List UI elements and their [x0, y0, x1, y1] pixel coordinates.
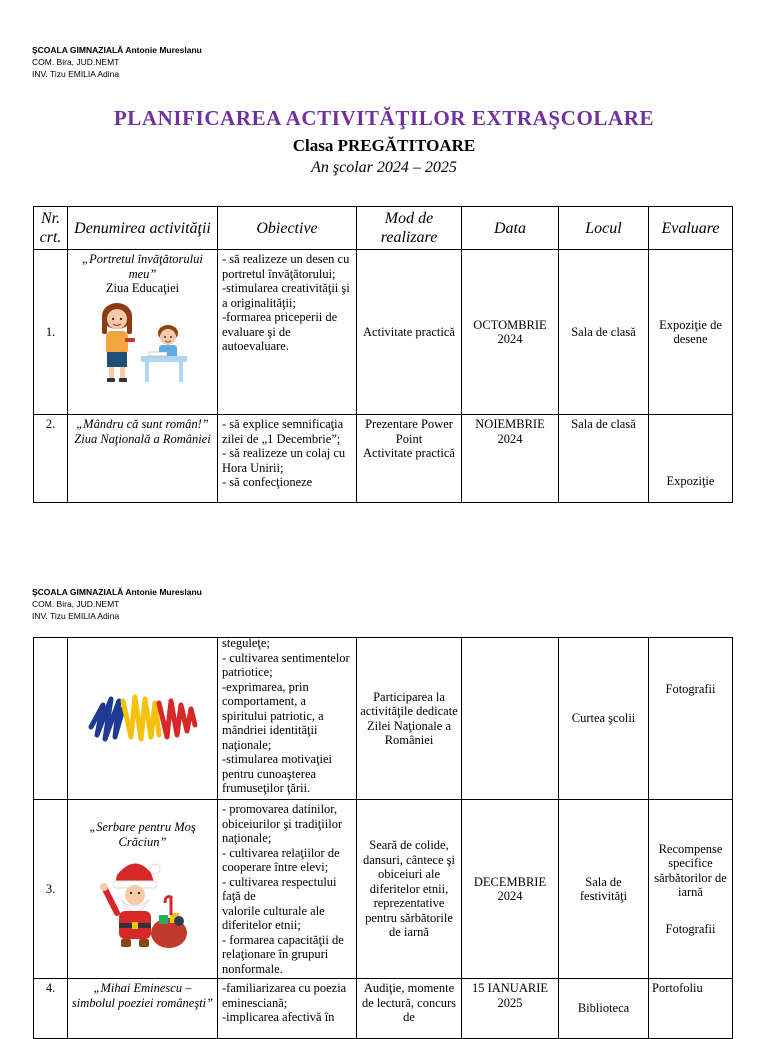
evaluation-cell: [649, 800, 733, 979]
place-cell: Sala de clasă: [559, 415, 649, 503]
school-year: An şcolar 2024 – 2025: [311, 159, 457, 176]
school-header-page2: [32, 586, 202, 622]
commune-name: COM. Bira, JUD.NEMT: [32, 599, 120, 609]
table-row: [34, 979, 733, 1039]
evaluation-cell: Portofoliu: [649, 979, 733, 1039]
row-number: 2.: [34, 415, 68, 503]
school-name: ŞCOALA GIMNAZIALĂ Antonie Mureslanu: [32, 45, 202, 55]
objective-item: - promovarea datinilor, obiceiurilor şi tradiţiilor naţionale;: [222, 802, 343, 845]
objective-item: - să explice semnificaţia zilei de „1 Decembrie”;: [222, 417, 344, 446]
objective-item: valorile culturale ale diferitelor etnii;: [222, 903, 325, 932]
objective-item: - să realizeze un colaj cu Hora Unirii;: [222, 446, 346, 475]
objective-item: - cultivarea respectului faţă de: [222, 874, 337, 903]
objective-item: -stimularea creativităţii şi a originalităţii;: [222, 281, 350, 310]
mode-cell: Participarea la activităţile dedicate Zilei Naţionale a României: [357, 638, 462, 800]
objectives-cell: [218, 800, 357, 979]
header-mode: Mod de realizare: [357, 207, 462, 250]
school-header: [32, 44, 202, 80]
activity-subtitle: Ziua Naţională a României: [74, 431, 211, 446]
mode-cell: Activitate practică: [357, 250, 462, 415]
teacher-name: INV. Tizu EMILIA Adina: [32, 611, 120, 621]
place-cell: Sala de festivităţi: [559, 800, 649, 979]
objective-item: -familiarizarea cu poezia eminesciană;: [222, 981, 347, 1010]
place-cell: Curtea şcolii: [559, 638, 649, 800]
school-name: ŞCOALA GIMNAZIALĂ Antonie Mureslanu: [32, 587, 202, 597]
objective-item: -implicarea afectivă în: [222, 1010, 335, 1024]
activities-table: [33, 206, 733, 503]
header-nr: Nr. crt.: [34, 207, 68, 250]
activities-table-continued: [33, 637, 733, 1039]
activity-title: „Mândru că sunt român!”: [76, 417, 209, 431]
activity-name-cell: [68, 250, 218, 415]
class-line: Clasa PREGĂTITOARE: [292, 136, 476, 155]
objective-item: - să confecţioneze: [222, 475, 313, 489]
table-row: [34, 250, 733, 415]
table-row: [34, 415, 733, 503]
objectives-cell: [218, 638, 357, 800]
objective-item: -formarea priceperii de evaluare şi de autoevaluare.: [222, 310, 338, 353]
activity-name-cell: [68, 800, 218, 979]
activity-name-cell: [68, 638, 218, 800]
activity-name-cell: [68, 415, 218, 503]
mode-cell: Audiţie, momente de lectură, concurs de: [357, 979, 462, 1039]
objectives-cell: [218, 250, 357, 415]
row-number: 3.: [34, 800, 68, 979]
activity-title: „Serbare pentru Moş Crăciun”: [89, 820, 196, 849]
date-cell: DECEMBRIE 2024: [462, 800, 559, 979]
objectives-cell: [218, 415, 357, 503]
table-row: [34, 800, 733, 979]
mode-line: Activitate practică: [363, 446, 455, 460]
date-cell: NOIEMBRIE 2024: [462, 415, 559, 503]
header-name: Denumirea activităţii: [68, 207, 218, 250]
date-cell: [462, 638, 559, 800]
teacher-name: INV. Tizu EMILIA Adina: [32, 69, 120, 79]
santa-claus-illustration: [95, 855, 191, 951]
evaluation-cell: Expoziţie de desene: [649, 250, 733, 415]
row-number: [34, 638, 68, 800]
commune-name: COM. Bira, JUD.NEMT: [32, 57, 120, 67]
objective-item: - formarea capacităţii de relaţionare în grupuri nonformale.: [222, 932, 344, 976]
table-header-row: [34, 207, 733, 250]
header-objectives: Obiective: [218, 207, 357, 250]
place-cell: Sala de clasă: [559, 250, 649, 415]
mode-line: Prezentare Power Point: [365, 417, 453, 446]
activity-title: „Portretul învăţătorului meu”: [82, 252, 203, 281]
header-date: Data: [462, 207, 559, 250]
objective-item: - cultivarea sentimentelor patriotice;: [222, 650, 350, 679]
evaluation-photos: Fotografii: [665, 921, 716, 936]
teacher-student-illustration: [93, 302, 193, 386]
objective-item: steguleţe;: [222, 637, 270, 650]
document-title: PLANIFICAREA ACTIVITĂŢILOR EXTRAŞCOLARE: [113, 106, 655, 130]
objective-item: -stimularea motivaţiei pentru cunoaşterea frumuseţilor ţării.: [222, 752, 333, 795]
evaluation-cell: Expoziţie: [649, 415, 733, 503]
mode-cell: [357, 415, 462, 503]
activity-subtitle: Ziua Educaţiei: [105, 281, 180, 295]
place-cell: Biblioteca: [559, 979, 649, 1039]
mode-cell: Seară de colide, dansuri, cântece şi obiceiuri ale diferitelor etnii, reprezentative pentru sărbătorile de iarnă: [357, 800, 462, 979]
objective-item: - să realizeze un desen cu portretul învăţătorului;: [222, 252, 350, 281]
row-number: 4.: [34, 979, 68, 1039]
objectives-cell: [218, 979, 357, 1039]
row-number: 1.: [34, 250, 68, 415]
evaluation-cell: Fotografii: [649, 638, 733, 800]
romanian-flag-illustration: [83, 687, 203, 747]
evaluation-rewards: Recompense specifice sărbătorilor de iarnă: [654, 841, 727, 900]
objective-item: -exprimarea, prin comportament, a spiritului patriotic, a mândriei identităţii naţionale;: [222, 679, 324, 752]
activity-name-cell: „Mihai Eminescu – simbolul poeziei româneşti”: [68, 979, 218, 1039]
date-cell: 15 IANUARIE 2025: [462, 979, 559, 1039]
table-row: [34, 638, 733, 800]
objective-item: - cultivarea relaţiilor de cooperare între elevi;: [222, 845, 340, 874]
header-place: Locul: [559, 207, 649, 250]
header-evaluation: Evaluare: [649, 207, 733, 250]
date-cell: OCTOMBRIE 2024: [462, 250, 559, 415]
